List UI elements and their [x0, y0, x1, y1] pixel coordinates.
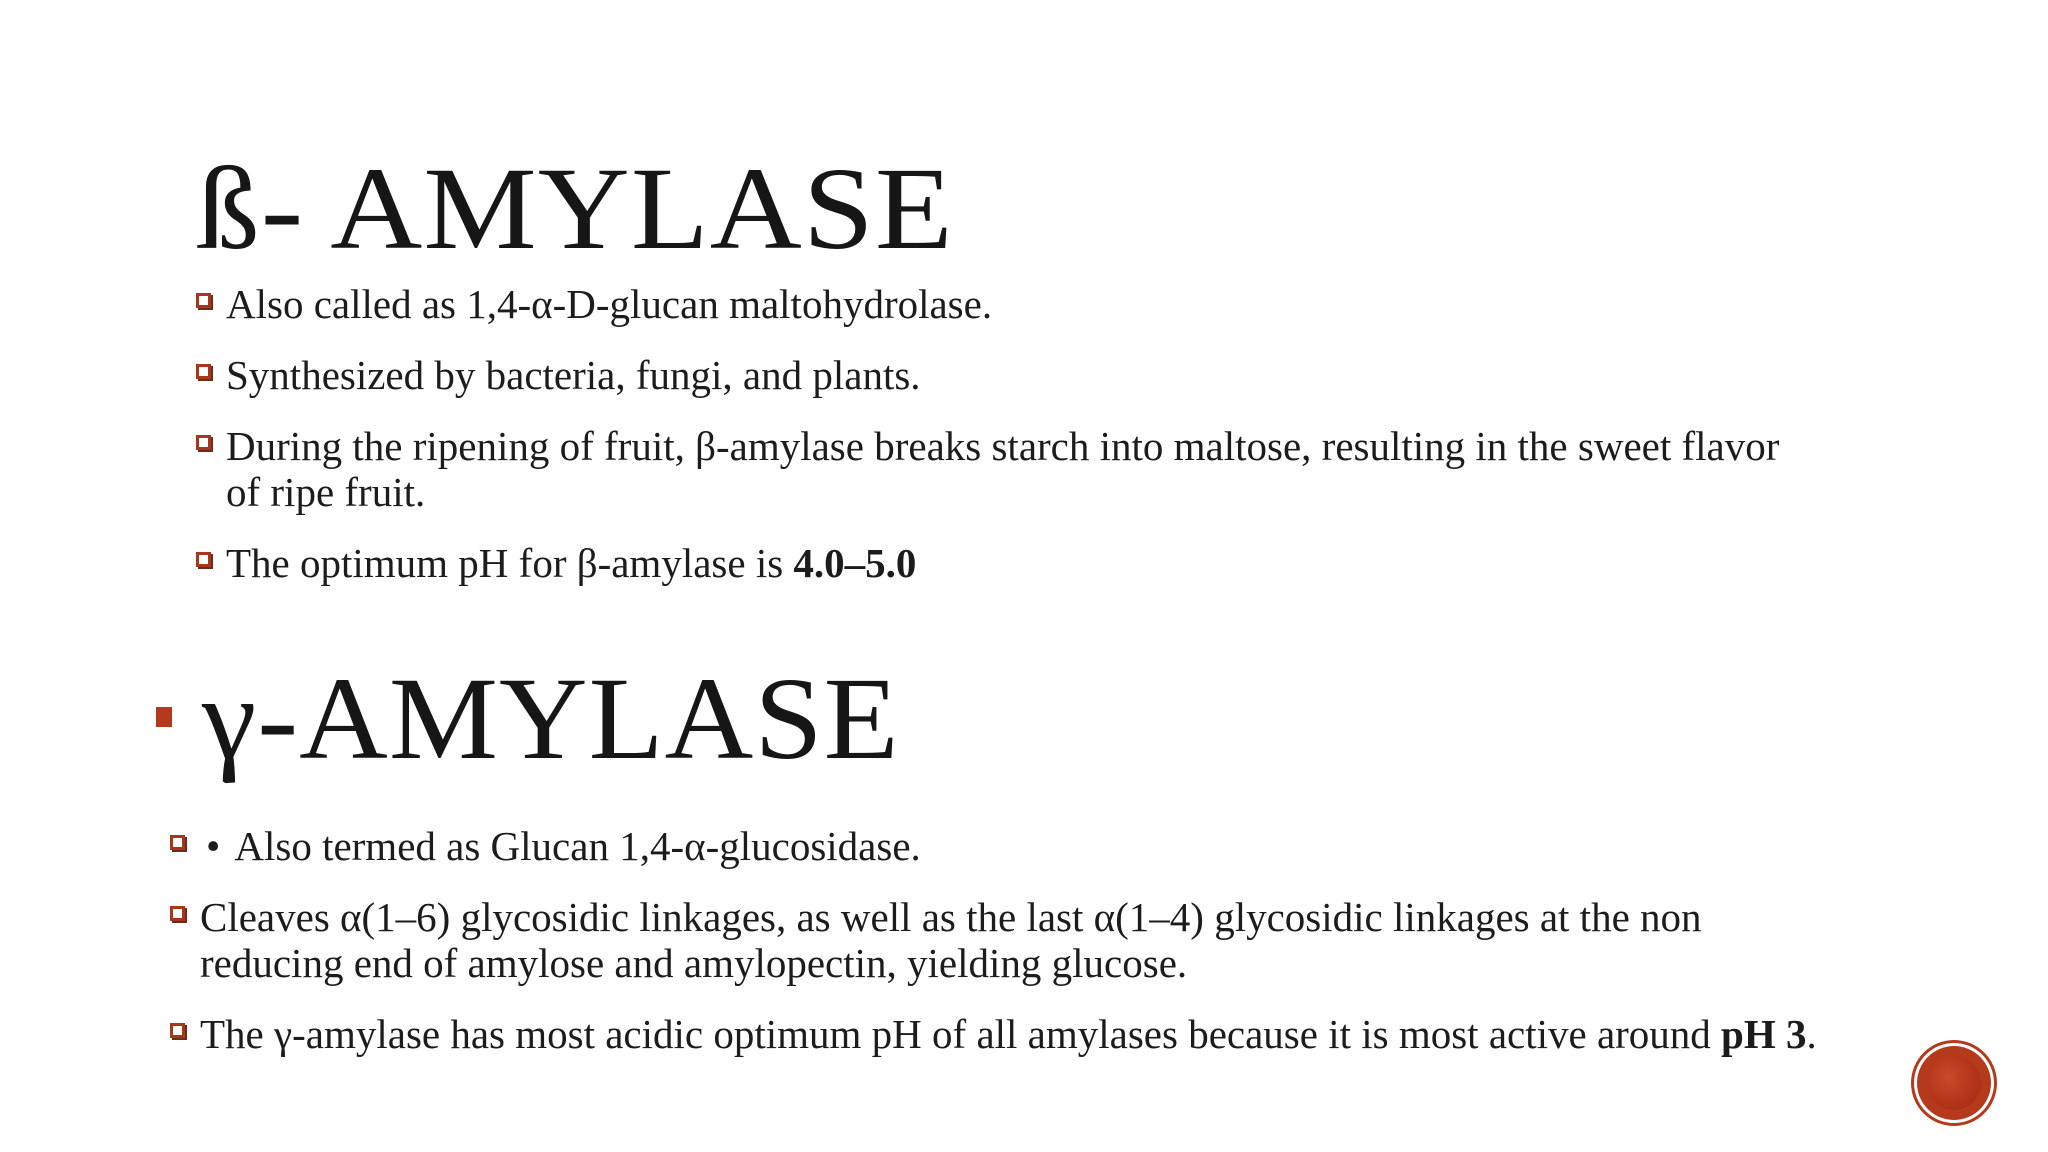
- list-item: [170, 894, 1830, 986]
- list-item: [196, 281, 1816, 327]
- list-item: [170, 823, 1830, 869]
- square-bullet-icon: [156, 707, 172, 727]
- checkbox-bullet-icon: [170, 906, 185, 921]
- list-item: [196, 423, 1816, 515]
- list-item-text: Also called as 1,4-α-D-glucan maltohydrolase.: [226, 281, 993, 327]
- list-item: [170, 1011, 1830, 1057]
- gamma-amylase-heading: γ-AMYLASE: [202, 653, 900, 784]
- list-item-text: Cleaves α(1–6) glycosidic linkages, as well as the last α(1–4) glycosidic linkages at the non reducing end of amylose and amylopectin, yielding glucose.: [200, 894, 1702, 986]
- checkbox-bullet-icon: [170, 1023, 185, 1038]
- beta-amylase-list: [196, 281, 1816, 611]
- list-item-suffix: .: [1806, 1011, 1817, 1057]
- list-item-text: The optimum pH for β-amylase is: [226, 540, 794, 586]
- list-item: [196, 352, 1816, 398]
- checkbox-bullet-icon: [196, 435, 211, 450]
- beta-amylase-heading: ß- AMYLASE: [196, 143, 954, 274]
- checkbox-bullet-icon: [170, 835, 185, 850]
- dot-bullet-icon: •: [206, 823, 221, 869]
- optimum-ph-value: 4.0–5.0: [793, 540, 917, 586]
- checkbox-bullet-icon: [196, 552, 211, 567]
- list-item: [196, 540, 1816, 586]
- list-item-text: Synthesized by bacteria, fungi, and plants.: [226, 352, 921, 398]
- checkbox-bullet-icon: [196, 293, 211, 308]
- list-item-text: The γ-amylase has most acidic optimum pH of all amylases because it is most active around: [200, 1011, 1722, 1057]
- acidic-ph-value: pH 3: [1721, 1011, 1807, 1057]
- list-item-text: Also termed as Glucan 1,4-α-glucosidase.: [234, 823, 921, 869]
- gamma-amylase-list: [170, 823, 1830, 1082]
- circle-nav-button[interactable]: [1917, 1046, 1991, 1120]
- circle-nav-inner: [1927, 1056, 1981, 1110]
- checkbox-bullet-icon: [196, 364, 211, 379]
- list-item-text: During the ripening of fruit, β-amylase breaks starch into maltose, resulting in the sweet flavor of ripe fruit.: [226, 423, 1780, 515]
